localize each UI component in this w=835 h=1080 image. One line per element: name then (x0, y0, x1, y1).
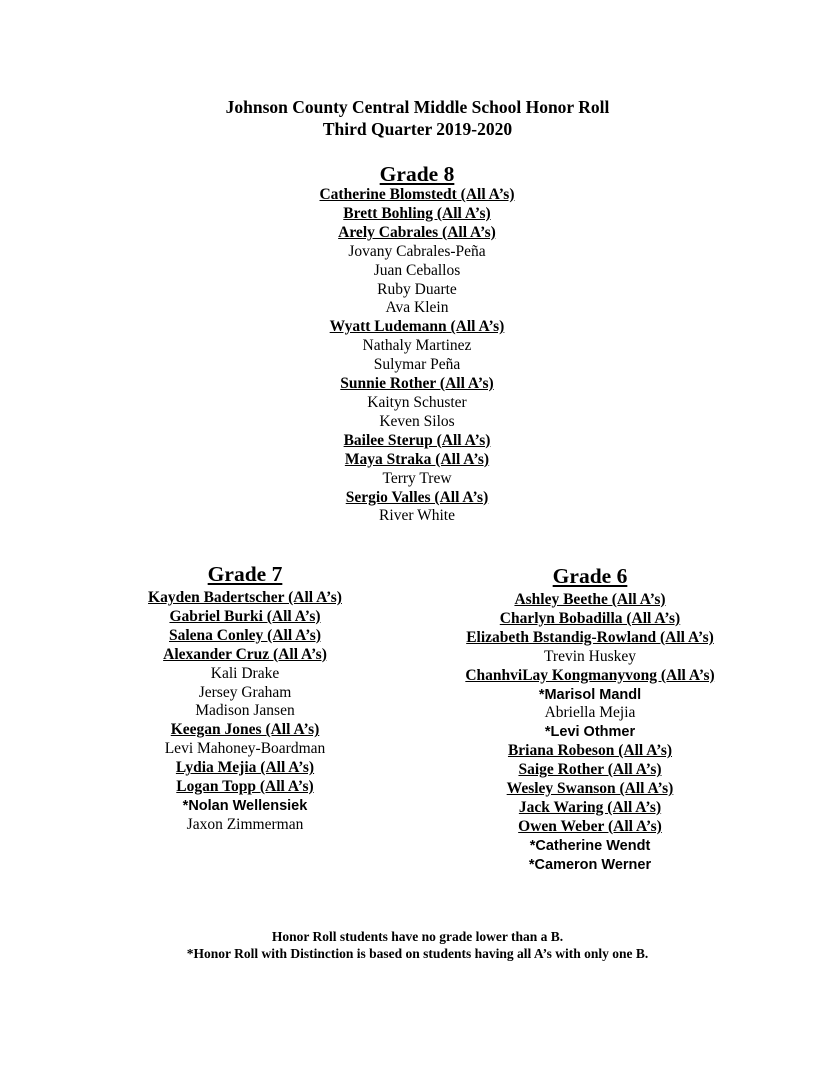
student-name: Gabriel Burki (All A’s) (169, 607, 321, 625)
student-name: Alexander Cruz (All A’s) (163, 645, 327, 663)
student-name: Owen Weber (All A’s) (518, 817, 662, 835)
student-name: Ruby Duarte (377, 280, 457, 298)
student-name: Salena Conley (All A’s) (169, 626, 321, 644)
student-name: Jersey Graham (198, 683, 292, 701)
student-name: Logan Topp (All A’s) (176, 778, 314, 796)
student-name: Jack Waring (All A’s) (518, 798, 662, 816)
grade-8-list (217, 186, 617, 526)
grade-6-section (430, 564, 750, 875)
student-name: Elizabeth Bstandig-Rowland (All A’s) (466, 628, 714, 646)
student-name: Charlyn Bobadilla (All A’s) (499, 609, 681, 627)
grade-8-section (217, 162, 617, 526)
student-name: Ashley Beethe (All A’s) (514, 591, 666, 608)
student-name: Sunnie Rother (All A’s) (340, 375, 494, 393)
grade-7-list (95, 589, 395, 835)
grade-6-list (430, 591, 750, 875)
grade-6-title: Grade 6 (552, 564, 628, 588)
student-name: Bailee Sterup (All A’s) (343, 431, 491, 449)
footer-note-honor-roll: Honor Roll students have no grade lower than a B. (271, 929, 564, 944)
student-name: Saige Rother (All A’s) (518, 761, 662, 779)
student-name: ChanhviLay Kongmanyvong (All A’s) (465, 666, 715, 684)
student-name: Wyatt Ludemann (All A’s) (329, 318, 505, 336)
student-name: Briana Robeson (All A’s) (507, 742, 673, 760)
student-name: Maya Straka (All A’s) (344, 450, 490, 468)
grade-8-title: Grade 8 (379, 162, 455, 186)
student-name: Sergio Valles (All A’s) (345, 488, 489, 506)
document-title: Johnson County Central Middle School Honor Roll (225, 97, 610, 117)
student-name: *Catherine Wendt (529, 837, 651, 854)
student-name: Lydia Mejia (All A’s) (175, 759, 315, 777)
student-name: Brett Bohling (All A’s) (343, 204, 491, 222)
student-name: Abriella Mejia (544, 704, 636, 722)
student-name: *Nolan Wellensiek (182, 797, 308, 814)
student-name: Juan Ceballos (373, 261, 461, 279)
grade-7-section (95, 562, 395, 835)
student-name: *Cameron Werner (528, 856, 652, 873)
document-subtitle: Third Quarter 2019-2020 (322, 119, 513, 139)
footer-note-distinction: *Honor Roll with Distinction is based on students having all A’s with only one B. (186, 946, 649, 961)
student-name: Kaityn Schuster (367, 393, 467, 411)
student-name: *Marisol Mandl (538, 686, 642, 703)
student-name: Kayden Badertscher (All A’s) (148, 589, 342, 606)
student-name: Nathaly Martinez (362, 337, 472, 355)
student-name: River White (379, 507, 455, 525)
student-name: Sulymar Peña (373, 356, 461, 374)
student-name: Wesley Swanson (All A’s) (506, 780, 674, 798)
student-name: Levi Mahoney-Boardman (164, 740, 326, 758)
student-name: Keven Silos (379, 412, 455, 430)
student-name: Trevin Huskey (543, 647, 636, 665)
student-name: *Levi Othmer (544, 724, 636, 741)
student-name: Terry Trew (382, 469, 452, 487)
grade-7-title: Grade 7 (207, 562, 283, 586)
student-name: Ava Klein (385, 299, 449, 317)
student-name: Catherine Blomstedt (All A’s) (319, 186, 515, 203)
document-footer (0, 928, 835, 962)
student-name: Madison Jansen (195, 702, 295, 720)
student-name: Jovany Cabrales-Peña (348, 242, 486, 260)
student-name: Kali Drake (210, 664, 280, 682)
student-name: Arely Cabrales (All A’s) (338, 223, 496, 241)
student-name: Keegan Jones (All A’s) (170, 721, 320, 739)
student-name: Jaxon Zimmerman (186, 815, 304, 833)
document-header (0, 96, 835, 140)
